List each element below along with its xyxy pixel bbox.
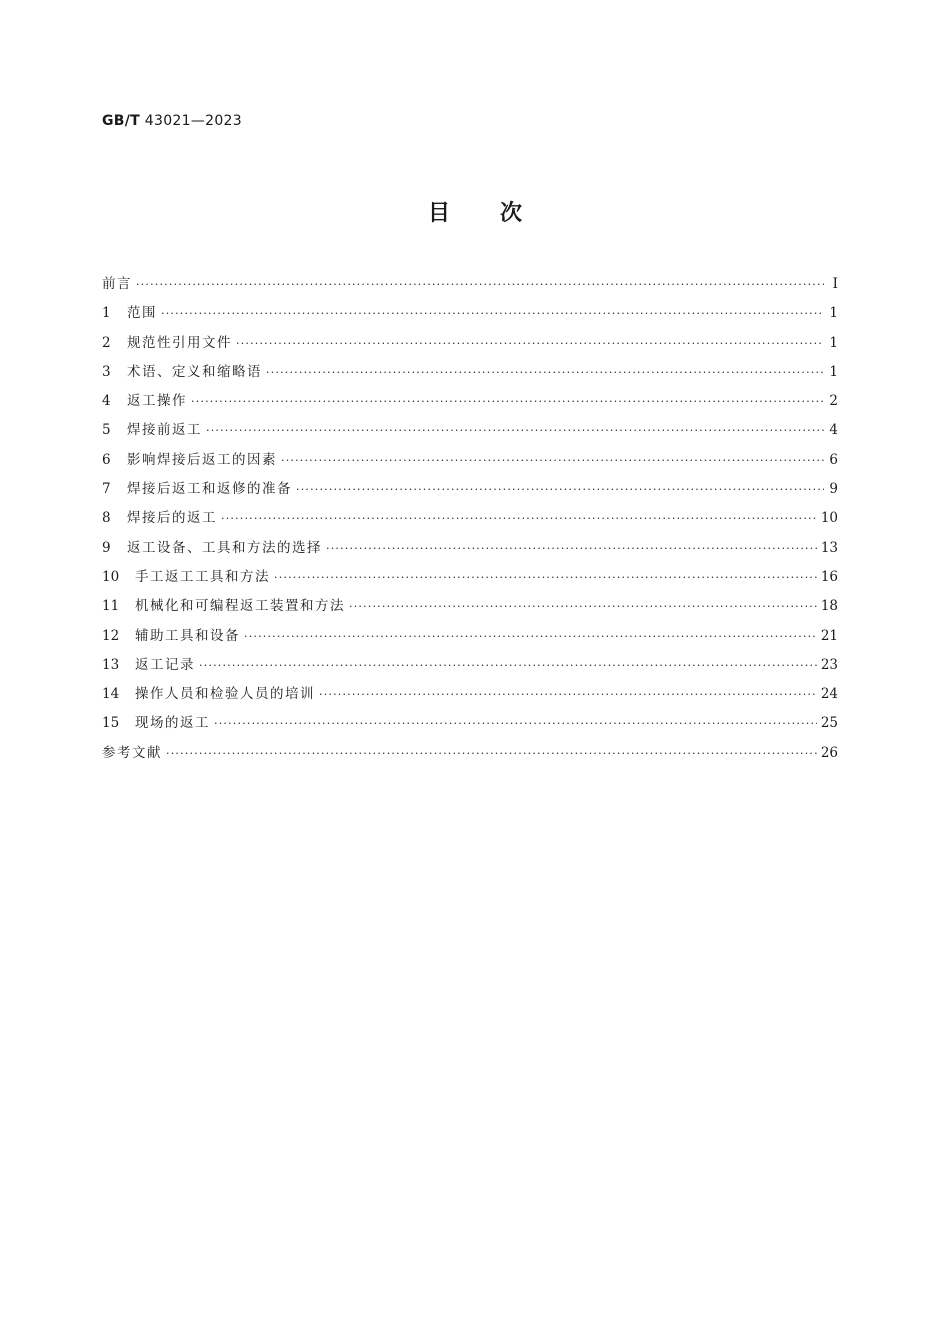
toc-entry-7[interactable] [102, 475, 838, 504]
standard-number: 43021—2023 [144, 113, 242, 129]
toc-entry-6[interactable] [102, 446, 838, 475]
toc-leader-dots [214, 709, 817, 738]
standard-code [102, 113, 242, 129]
toc-entry-number: 9 [102, 539, 111, 556]
toc-entry-12[interactable] [102, 622, 838, 651]
toc-entry-label: 操作人员和检验人员的培训 [135, 686, 315, 703]
toc-entry-page: 2 [829, 393, 838, 410]
toc-leader-dots [166, 739, 817, 768]
toc-entry-number: 5 [102, 422, 111, 439]
toc-leader-dots [296, 475, 824, 504]
toc-entry-15[interactable] [102, 709, 838, 738]
toc-entry-label: 规范性引用文件 [127, 334, 232, 351]
toc-entry-number: 10 [102, 568, 120, 585]
toc-leader-dots [136, 270, 824, 299]
toc-entry-14[interactable] [102, 680, 838, 709]
toc-entry-number: 12 [102, 627, 120, 644]
page-title: 目次 [427, 201, 572, 226]
toc-entry-number: 1 [102, 305, 111, 322]
toc-entry-number: 13 [102, 656, 120, 673]
toc-entry-label: 前言 [102, 276, 132, 292]
toc-entry-page: 1 [829, 363, 838, 380]
toc-entry-label: 焊接前返工 [127, 422, 202, 439]
toc-leader-dots [161, 299, 824, 328]
toc-entry-10[interactable] [102, 563, 838, 592]
toc-entry-label: 手工返工工具和方法 [135, 568, 270, 585]
toc-leader-dots [221, 504, 817, 533]
toc-entry-3[interactable] [102, 358, 838, 387]
toc-entry-label: 返工设备、工具和方法的选择 [127, 539, 322, 556]
toc-entry-label: 影响焊接后返工的因素 [127, 451, 277, 468]
toc-entry-number: 11 [102, 598, 120, 615]
toc-entry-page: Ⅰ [832, 276, 838, 292]
toc-entry-number: 15 [102, 715, 120, 732]
toc-leader-dots [236, 329, 824, 358]
toc-entry-page: 4 [829, 422, 838, 439]
toc-entry-page: 24 [820, 686, 838, 703]
toc-entry-13[interactable] [102, 651, 838, 680]
toc-entry-number: 2 [102, 334, 111, 351]
toc-entry-1[interactable] [102, 299, 838, 328]
toc-entry-number: 3 [102, 363, 111, 380]
toc-entry-9[interactable] [102, 534, 838, 563]
toc-leader-dots [244, 622, 817, 651]
toc-leader-dots [326, 534, 817, 563]
toc-entry-11[interactable] [102, 592, 838, 621]
toc-entry-number: 8 [102, 510, 111, 527]
toc-leader-dots [191, 387, 824, 416]
toc-entry-page: 23 [820, 656, 838, 673]
toc-leader-dots [199, 651, 817, 680]
toc-leader-dots [349, 592, 817, 621]
toc-leader-dots [319, 680, 817, 709]
toc-entry-page: 1 [829, 334, 838, 351]
toc-entry-label: 机械化和可编程返工装置和方法 [135, 598, 345, 615]
toc-entry-page: 25 [820, 715, 838, 732]
toc-entry-label: 返工记录 [135, 656, 195, 673]
toc-entry-page: 10 [820, 510, 838, 527]
toc-leader-dots [206, 416, 824, 445]
standard-prefix: GB/T [102, 113, 141, 129]
toc-entry-label: 焊接后返工和返修的准备 [127, 481, 292, 498]
toc-entry-page: 21 [820, 627, 838, 644]
toc-entry-label: 返工操作 [127, 393, 187, 410]
toc-entry-bibliography[interactable] [102, 739, 838, 768]
toc-leader-dots [266, 358, 824, 387]
toc-entry-number: 14 [102, 686, 120, 703]
toc-entry-number: 6 [102, 451, 111, 468]
toc-entry-2[interactable] [102, 329, 838, 358]
toc-entry-page: 26 [820, 744, 838, 761]
toc-entry-page: 1 [829, 305, 838, 322]
toc-entry-5[interactable] [102, 416, 838, 445]
toc-leader-dots [274, 563, 817, 592]
toc-entry-4[interactable] [102, 387, 838, 416]
toc-entry-label: 范围 [127, 305, 157, 322]
toc-entry-number: 4 [102, 393, 111, 410]
toc-entry-page: 6 [829, 451, 838, 468]
toc-entry-page: 18 [820, 598, 838, 615]
toc-entry-foreword[interactable] [102, 270, 838, 299]
toc-entry-label: 术语、定义和缩略语 [127, 363, 262, 380]
toc-entry-label: 焊接后的返工 [127, 510, 217, 527]
toc-entry-label: 辅助工具和设备 [135, 627, 240, 644]
toc-entry-label: 参考文献 [102, 744, 162, 761]
toc-entry-number: 7 [102, 481, 111, 498]
toc-leader-dots [281, 446, 824, 475]
toc-entry-page: 16 [820, 568, 838, 585]
toc-entry-page: 9 [829, 481, 838, 498]
table-of-contents [102, 270, 838, 768]
toc-entry-page: 13 [820, 539, 838, 556]
toc-entry-label: 现场的返工 [135, 715, 210, 732]
toc-entry-8[interactable] [102, 504, 838, 533]
